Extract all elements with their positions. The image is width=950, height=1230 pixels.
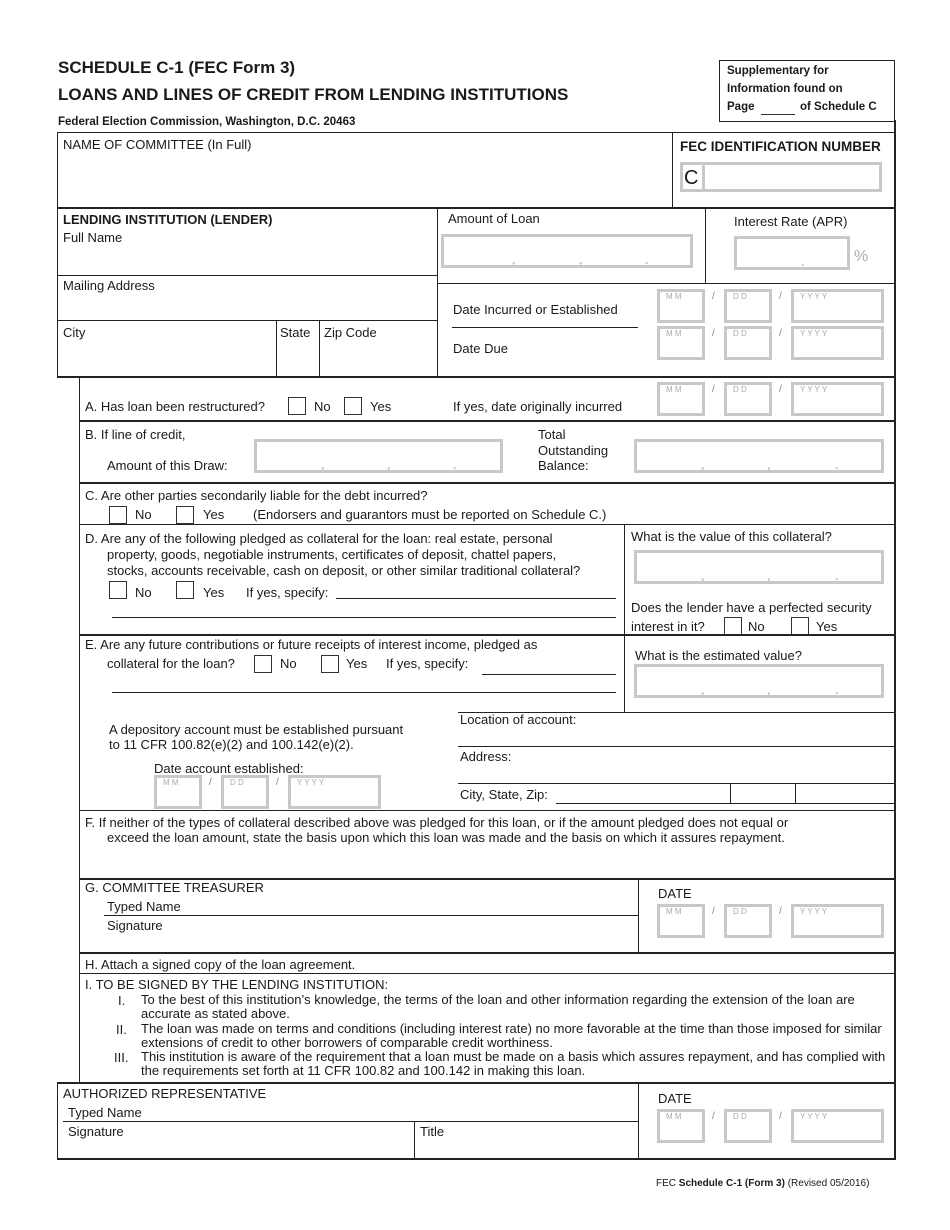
perfected-no-checkbox[interactable] (724, 617, 742, 635)
date-due-dd-field[interactable] (724, 326, 772, 360)
amount-of-loan-field[interactable]: , , . (441, 234, 693, 268)
treasurer-heading: G. COMMITTEE TREASURER (85, 880, 264, 895)
percent-sign: % (854, 248, 869, 265)
estimated-value-field[interactable]: , , . (634, 664, 884, 698)
authorized-date-yyyy-field[interactable] (791, 1109, 884, 1143)
future-specify-label: If yes, specify: (386, 656, 469, 671)
form-title: LOANS AND LINES OF CREDIT FROM LENDING INSTITUTIONS (58, 85, 569, 104)
rule-g-bottom (79, 952, 895, 954)
depository-line1: A depository account must be established pursuant (109, 722, 404, 737)
cert-1-number: I. (118, 993, 126, 1008)
date-due-slash: / (712, 328, 715, 339)
section-a-question: A. Has loan been restructured? (85, 399, 265, 414)
date-incurred-dd-field[interactable] (724, 289, 772, 323)
section-i-heading: I. TO BE SIGNED BY THE LENDING INSTITUTION: (85, 977, 389, 992)
cert-2-number: II. (116, 1022, 127, 1037)
date-due-yyyy-field[interactable] (791, 326, 884, 360)
authorized-title-label: Title (420, 1124, 445, 1139)
g-divider (638, 879, 639, 952)
future-yes-label: Yes (346, 656, 368, 671)
lender-divider (437, 207, 438, 377)
treasurer-date-mm-placeholder: M M (666, 907, 682, 916)
future-specify-input[interactable] (482, 674, 616, 675)
section-e-line2: collateral for the loan? (107, 656, 235, 671)
restructured-no-checkbox[interactable] (288, 397, 306, 415)
future-yes-checkbox[interactable] (321, 655, 339, 673)
date-due-mm-field[interactable] (657, 326, 705, 360)
rule-fullname (57, 275, 437, 276)
total-label-1: Total (538, 427, 566, 442)
date-account-established-yyyy-field[interactable] (288, 775, 381, 809)
authorized-date-label: DATE (658, 1091, 692, 1106)
location-input[interactable] (458, 746, 895, 747)
date-incurred-slash: / (779, 291, 782, 302)
agency-line: Federal Election Commission, Washington, D.C. 20463 (58, 116, 356, 128)
rule-d-bottom (79, 634, 895, 636)
date-originally-incurred-mm-placeholder: M M (666, 385, 682, 394)
address-input[interactable] (458, 783, 895, 784)
address-label: Address: (460, 749, 512, 764)
authorized-typed-name-label: Typed Name (68, 1105, 142, 1120)
rule-b-bottom (79, 482, 895, 484)
secondary-yes-label: Yes (203, 507, 225, 522)
e-divider (624, 635, 625, 712)
lender-full-name-label: Full Name (63, 230, 123, 245)
rule-mailing (57, 320, 437, 321)
date-account-established-dd-placeholder: D D (230, 778, 244, 787)
rule-h-bottom (79, 973, 895, 974)
date-incurred-yyyy-placeholder: Y Y Y Y (800, 292, 828, 301)
date-originally-incurred-slash: / (712, 384, 715, 395)
authorized-date-slash: / (779, 1111, 782, 1122)
perfected-yes-label: Yes (816, 619, 838, 634)
treasurer-date-yyyy-field[interactable] (791, 904, 884, 938)
secondary-no-checkbox[interactable] (109, 506, 127, 524)
schedule-title: SCHEDULE C-1 (FEC Form 3) (58, 58, 296, 77)
cert-2-text: The loan was made on terms and conditions (including interest rate) no more favorable at the time than those imposed for similar extensions of credit to other borrowers of comparable credit worthiness. (141, 1021, 882, 1050)
authorized-typed-name-input[interactable] (63, 1121, 638, 1122)
section-e-question: E. Are any future contributions or future receipts of interest income, pledged as (85, 637, 538, 652)
treasurer-date-label: DATE (658, 886, 692, 901)
city-divider (276, 320, 277, 376)
city-state-zip-input[interactable] (556, 803, 895, 804)
amount-divider (705, 207, 706, 283)
rule-date-incurred (452, 327, 638, 328)
future-no-label: No (280, 656, 297, 671)
authorized-date-slash: / (712, 1111, 715, 1122)
frame-left-top (57, 132, 58, 377)
date-due-mm-placeholder: M M (666, 329, 682, 338)
section-b-label: B. If line of credit, (85, 427, 186, 442)
future-specify-input-2[interactable] (112, 692, 616, 693)
collateral-specify-input[interactable] (336, 598, 616, 599)
amount-of-loan-label: Amount of Loan (448, 211, 540, 226)
date-originally-incurred-yyyy-field[interactable] (791, 382, 884, 416)
future-no-checkbox[interactable] (254, 655, 272, 673)
supp-line1: Supplementary for (727, 65, 829, 77)
rule-bottom (57, 1158, 895, 1160)
rule-location-top (458, 712, 895, 713)
total-label-3: Balance: (538, 458, 589, 473)
csz-divider-2 (795, 784, 796, 804)
supp-page-label: Page (727, 101, 755, 113)
collateral-specify-input-2[interactable] (112, 617, 616, 618)
section-d-question: D. Are any of the following pledged as collateral for the loan: real estate, personal (85, 531, 553, 546)
interest-rate-label: Interest Rate (APR) (734, 214, 848, 229)
committee-name-label: NAME OF COMMITTEE (In Full) (63, 137, 252, 152)
section-d-line2: property, goods, negotiable instruments, certificates of deposit, chattel papers, (107, 547, 557, 562)
secondary-no-label: No (135, 507, 152, 522)
date-originally-incurred-dd-field[interactable] (724, 382, 772, 416)
date-due-label: Date Due (453, 341, 508, 356)
rule-committee-bottom (57, 207, 895, 209)
outstanding-balance-field[interactable]: , , . (634, 439, 884, 473)
restructured-no-label: No (314, 399, 331, 414)
footer-revised: (Revised 05/2016) (787, 1178, 870, 1189)
footer-fec: FEC (656, 1178, 676, 1189)
date-incurred-mm-field[interactable] (657, 289, 705, 323)
date-originally-incurred-mm-field[interactable] (657, 382, 705, 416)
treasurer-date-slash: / (712, 906, 715, 917)
amount-draw-field[interactable]: , , . (254, 439, 503, 473)
fec-id-prefix-divider (702, 162, 705, 192)
date-originally-incurred-dd-placeholder: D D (733, 385, 747, 394)
perfected-no-label: No (748, 619, 765, 634)
date-account-established-dd-field[interactable] (221, 775, 269, 809)
cert-3-number: III. (114, 1050, 129, 1065)
footer-schedule: Schedule C-1 (Form 3) (678, 1178, 785, 1189)
treasurer-typed-name-input[interactable] (104, 915, 638, 916)
rule-c-bottom (79, 524, 895, 525)
treasurer-typed-name-label: Typed Name (107, 899, 181, 914)
date-established-label: Date account established: (154, 761, 304, 776)
collateral-yes-checkbox[interactable] (176, 581, 194, 599)
date-due-dd-placeholder: D D (733, 329, 747, 338)
d-divider (624, 525, 625, 635)
rule-lender-bottom (57, 376, 895, 378)
frame-right (894, 120, 896, 1160)
rule-amount-bottom (437, 283, 895, 284)
authorized-date-dd-field[interactable] (724, 1109, 772, 1143)
restructured-yes-checkbox[interactable] (344, 397, 362, 415)
supp-line2: Information found on (727, 83, 843, 95)
section-f-line2: exceed the loan amount, state the basis upon which this loan was made and the basis on which it assures repayment. (107, 830, 785, 845)
fec-id-field[interactable] (680, 162, 882, 192)
title-divider (414, 1121, 415, 1159)
city-state-zip-label: City, State, Zip: (460, 787, 548, 802)
lender-zip-label: Zip Code (324, 325, 377, 340)
frame-left-bottom (57, 1082, 58, 1160)
rule-e-bottom (79, 810, 895, 811)
section-f-line1: F. If neither of the types of collateral described above was pledged for this loan, or if the amount pledged does not equal or (85, 815, 789, 830)
total-label-2: Outstanding (538, 443, 609, 458)
date-incurred-dd-placeholder: D D (733, 292, 747, 301)
authorized-heading: AUTHORIZED REPRESENTATIVE (63, 1086, 267, 1101)
state-divider (319, 320, 320, 376)
auth-divider (638, 1083, 639, 1160)
collateral-no-checkbox[interactable] (109, 581, 127, 599)
section-h-text: H. Attach a signed copy of the loan agreement. (85, 957, 356, 972)
lender-state-label: State (280, 325, 311, 340)
treasurer-signature-label: Signature (107, 918, 163, 933)
date-due-slash: / (779, 328, 782, 339)
supp-page-input[interactable] (761, 114, 795, 115)
treasurer-date-yyyy-placeholder: Y Y Y Y (800, 907, 828, 916)
rule-a-bottom (79, 420, 895, 422)
lender-mailing-label: Mailing Address (63, 278, 155, 293)
date-due-yyyy-placeholder: Y Y Y Y (800, 329, 828, 338)
treasurer-date-mm-field[interactable] (657, 904, 705, 938)
collateral-value-field[interactable]: , , . (634, 550, 884, 584)
date-originally-incurred-slash: / (779, 384, 782, 395)
csz-divider-1 (730, 784, 731, 804)
treasurer-date-dd-field[interactable] (724, 904, 772, 938)
lender-heading: LENDING INSTITUTION (LENDER) (63, 212, 273, 227)
perfected-yes-checkbox[interactable] (791, 617, 809, 635)
perfected-label-2: interest in it? (631, 619, 705, 634)
authorized-date-mm-field[interactable] (657, 1109, 705, 1143)
fec-id-label: FEC IDENTIFICATION NUMBER (680, 139, 881, 154)
committee-divider (672, 132, 673, 208)
footer-line (656, 1176, 869, 1191)
date-incurred-yyyy-field[interactable] (791, 289, 884, 323)
amount-draw-label: Amount of this Draw: (107, 458, 228, 473)
restructured-yes-label: Yes (370, 399, 392, 414)
authorized-date-mm-placeholder: M M (666, 1112, 682, 1121)
collateral-yes-label: Yes (203, 585, 225, 600)
collateral-value-label: What is the value of this collateral? (631, 529, 832, 544)
interest-rate-field[interactable]: . (734, 236, 850, 270)
date-account-established-mm-placeholder: M M (163, 778, 179, 787)
secondary-yes-checkbox[interactable] (176, 506, 194, 524)
authorized-signature-label: Signature (68, 1124, 124, 1139)
date-account-established-yyyy-placeholder: Y Y Y Y (297, 778, 325, 787)
treasurer-date-slash: / (779, 906, 782, 917)
depository-line2: to 11 CFR 100.82(e)(2) and 100.142(e)(2). (109, 737, 354, 752)
collateral-no-label: No (135, 585, 152, 600)
date-account-established-slash: / (276, 777, 279, 788)
estimated-value-label: What is the estimated value? (635, 648, 802, 663)
collateral-specify-label: If yes, specify: (246, 585, 329, 600)
authorized-date-dd-placeholder: D D (733, 1112, 747, 1121)
date-incurred-mm-placeholder: M M (666, 292, 682, 301)
rule-i-bottom (57, 1082, 895, 1084)
section-d-line3: stocks, accounts receivable, cash on deposit, or other similar traditional collateral? (107, 563, 581, 578)
date-account-established-slash: / (209, 777, 212, 788)
cert-1-text: To the best of this institution’s knowledge, the terms of the loan and other information regarding the extension of the loan are accurate as stated above. (141, 992, 855, 1021)
cert-3-text: This institution is aware of the requirement that a loan must be made on a basis which assures repayment, and has complied with the requirements set forth at 11 CFR 100.82 and 100.142 in making this loan. (141, 1049, 886, 1078)
rule-top (57, 132, 895, 133)
section-c-question: C. Are other parties secondarily liable for the debt incurred? (85, 488, 428, 503)
date-incurred-slash: / (712, 291, 715, 302)
lender-city-label: City (63, 325, 86, 340)
perfected-label-1: Does the lender have a perfected security (631, 600, 872, 615)
fec-id-prefix: C (684, 167, 699, 189)
authorized-date-yyyy-placeholder: Y Y Y Y (800, 1112, 828, 1121)
date-originally-incurred-yyyy-placeholder: Y Y Y Y (800, 385, 828, 394)
date-incurred-label: Date Incurred or Established (453, 302, 618, 317)
date-originally-incurred-label: If yes, date originally incurred (453, 399, 623, 414)
location-label: Location of account: (460, 712, 577, 727)
date-account-established-mm-field[interactable] (154, 775, 202, 809)
treasurer-date-dd-placeholder: D D (733, 907, 747, 916)
secondary-note: (Endorsers and guarantors must be reported on Schedule C.) (253, 507, 607, 522)
supp-of-label: of Schedule C (800, 101, 877, 113)
